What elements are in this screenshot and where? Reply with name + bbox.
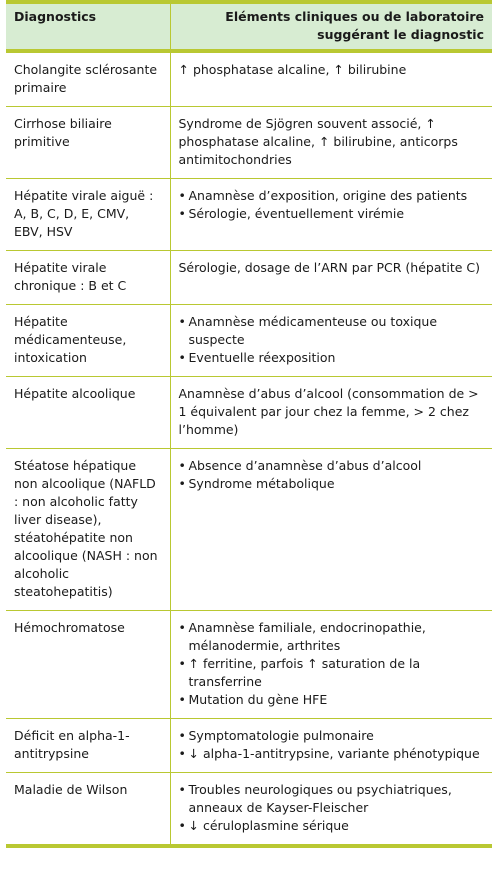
clinical-text: Anamnèse d’abus d’alcool (consommation de > 1 équivalent par jour chez la femme, > 2 chez l’homme) bbox=[178, 386, 479, 437]
diagnostic-cell: Hémochromatose bbox=[6, 611, 170, 719]
table-row bbox=[6, 107, 492, 179]
clinical-elements-cell bbox=[170, 377, 492, 449]
table-row bbox=[6, 773, 492, 847]
table-row bbox=[6, 719, 492, 773]
table-row bbox=[6, 611, 492, 719]
table-row bbox=[6, 449, 492, 611]
diagnostic-cell: Hépatite médicamenteuse, intoxication bbox=[6, 305, 170, 377]
clinical-text: Syndrome de Sjögren souvent associé, ↑ phosphatase alcaline, ↑ bilirubine, anticorps antimitochondries bbox=[178, 116, 458, 167]
bullet-item: • Troubles neurologiques ou psychiatriques, anneaux de Kayser-Fleischer bbox=[179, 781, 485, 817]
bullet-item: • Mutation du gène HFE bbox=[179, 691, 485, 709]
bullet-item: • Anamnèse d’exposition, origine des patients bbox=[179, 187, 485, 205]
header-diagnostics: Diagnostics bbox=[6, 2, 170, 51]
diagnostics-table bbox=[6, 0, 492, 848]
diagnostic-cell: Cholangite sclérosante primaire bbox=[6, 51, 170, 107]
diagnostic-cell: Déficit en alpha-1-antitrypsine bbox=[6, 719, 170, 773]
bullet-item: • ↓ alpha-1-antitrypsine, variante phénotypique bbox=[179, 745, 485, 763]
diagnostic-cell: Maladie de Wilson bbox=[6, 773, 170, 847]
bullet-item: • Symptomatologie pulmonaire bbox=[179, 727, 485, 745]
diagnostic-cell: Stéatose hépatique non alcoolique (NAFLD : non alcoholic fatty liver disease), stéatohépatite non alcoolique (NASH : non alcoholic steatohepatitis) bbox=[6, 449, 170, 611]
bullet-item: • Sérologie, éventuellement virémie bbox=[179, 205, 485, 223]
clinical-elements-cell bbox=[170, 773, 492, 847]
bullet-item: • ↓ céruloplasmine sérique bbox=[179, 817, 485, 835]
clinical-text: ↑ phosphatase alcaline, ↑ bilirubine bbox=[178, 62, 407, 77]
clinical-elements-cell bbox=[170, 107, 492, 179]
table-header-row bbox=[6, 2, 492, 51]
bullet-item: • Eventuelle réexposition bbox=[179, 349, 485, 367]
table-body bbox=[6, 51, 492, 846]
clinical-elements-cell bbox=[170, 305, 492, 377]
bullet-item: • ↑ ferritine, parfois ↑ saturation de la transferrine bbox=[179, 655, 485, 691]
clinical-elements-cell bbox=[170, 449, 492, 611]
diagnostic-cell: Hépatite virale aiguë : A, B, C, D, E, CMV, EBV, HSV bbox=[6, 179, 170, 251]
clinical-elements-cell bbox=[170, 719, 492, 773]
diagnostic-cell: Hépatite virale chronique : B et C bbox=[6, 251, 170, 305]
table-row bbox=[6, 51, 492, 107]
bullet-item: • Anamnèse familiale, endocrinopathie, mélanodermie, arthrites bbox=[179, 619, 485, 655]
bullet-item: • Anamnèse médicamenteuse ou toxique suspecte bbox=[179, 313, 485, 349]
diagnostic-cell: Cirrhose biliaire primitive bbox=[6, 107, 170, 179]
clinical-elements-cell bbox=[170, 611, 492, 719]
table-row bbox=[6, 251, 492, 305]
bullet-item: • Syndrome métabolique bbox=[179, 475, 485, 493]
clinical-text: Sérologie, dosage de l’ARN par PCR (hépatite C) bbox=[178, 260, 481, 275]
clinical-elements-cell bbox=[170, 179, 492, 251]
bullet-item: • Absence d’anamnèse d’abus d’alcool bbox=[179, 457, 485, 475]
clinical-elements-cell bbox=[170, 251, 492, 305]
table-row bbox=[6, 377, 492, 449]
table-row bbox=[6, 305, 492, 377]
diagnostic-cell: Hépatite alcoolique bbox=[6, 377, 170, 449]
clinical-elements-cell bbox=[170, 51, 492, 107]
header-clinical-elements: Eléments cliniques ou de laboratoire suggérant le diagnostic bbox=[170, 2, 492, 51]
table-row bbox=[6, 179, 492, 251]
